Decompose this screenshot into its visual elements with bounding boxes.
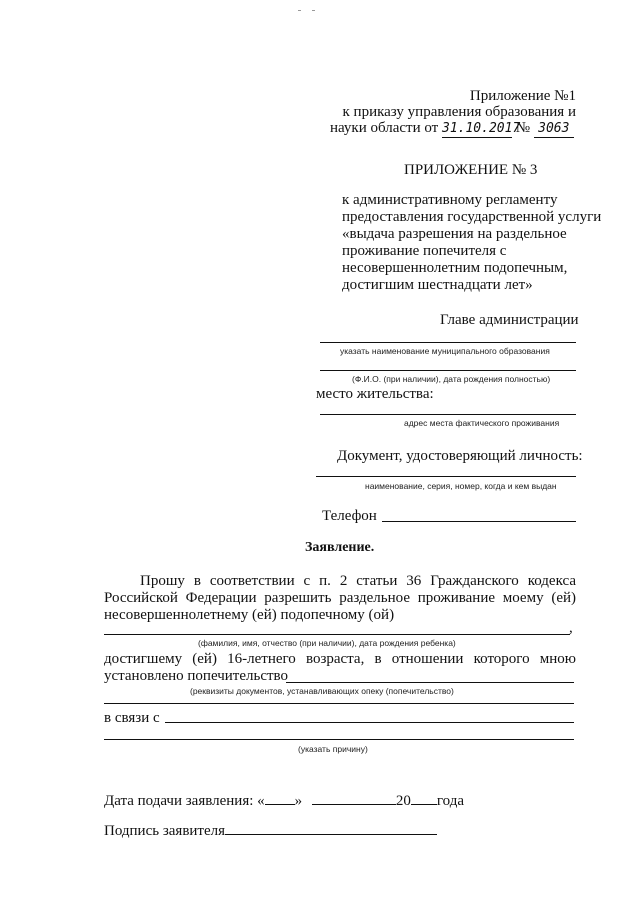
statement-line-3: несовершеннолетнему (ей) подопечному (ой) [104, 607, 395, 623]
address-field-line [320, 414, 576, 415]
appendix-text-line-6: достигшим шестнадцати лет» [342, 277, 533, 293]
handwritten-order-number: 3063 [534, 120, 574, 138]
phone-label: Телефон [322, 508, 377, 524]
attachment-line-3 [330, 120, 574, 138]
handwritten-order-date: 31.10.2017 [442, 121, 521, 136]
submission-day-field [265, 804, 295, 805]
appendix-title: ПРИЛОЖЕНИЕ № 3 [404, 162, 538, 178]
submission-year-prefix: 20 [395, 793, 411, 809]
appendix-text-line-2: предоставления государственной услуги [342, 209, 602, 225]
reason-field-line [165, 722, 574, 723]
appendix-text-line-5: несовершеннолетним подопечным, [342, 260, 568, 276]
submission-year-suffix: года [436, 793, 465, 809]
submission-date-row [104, 793, 464, 810]
child-field-line [104, 634, 570, 635]
hint-id-document: наименование, серия, номер, когда и кем выдан [365, 481, 557, 491]
hint-guardianship: (реквизиты документов, устанавливающих опеку (попечительство) [190, 686, 454, 696]
statement-line-2: Российской Федерации разрешить раздельное проживание моему (ей) [104, 590, 576, 606]
hint-fio: (Ф.И.О. (при наличии), дата рождения полностью) [352, 374, 551, 384]
signature-label: Подпись заявителя [104, 823, 226, 839]
scan-speck [312, 10, 315, 11]
submission-date-label: Дата подачи заявления: « [104, 793, 265, 809]
id-document-label: Документ, удостоверяющий личность: [337, 448, 583, 464]
residence-label: место жительства: [316, 386, 434, 402]
addressee-head: Главе администрации [440, 312, 579, 328]
signature-field [225, 834, 437, 835]
statement-line-5: установлено попечительство [104, 668, 289, 684]
attachment-order-prefix: науки области от [330, 120, 439, 136]
reason-label: в связи с [104, 710, 160, 726]
fio-field-line [320, 370, 576, 371]
submission-month-field [312, 804, 396, 805]
scan-speck [298, 10, 301, 11]
hint-child: (фамилия, имя, отчество (при наличии), дата рождения ребенка) [198, 638, 456, 648]
phone-field-line [382, 521, 576, 522]
id-document-field-line [316, 476, 576, 477]
hint-municipality: указать наименование муниципального образования [340, 346, 550, 356]
hint-address: адрес места фактического проживания [404, 418, 560, 428]
submission-date-quote-close: » [294, 793, 303, 809]
number-sign: № [515, 120, 531, 136]
signature-row [104, 823, 437, 840]
statement-line-1: Прошу в соответствии с п. 2 статьи 36 Гражданского кодекса [140, 573, 576, 589]
child-field-comma: , [569, 620, 573, 636]
municipality-field-line [320, 342, 576, 343]
submission-year-field [411, 804, 437, 805]
guardianship-field-line-2 [104, 703, 574, 704]
appendix-text-line-3: «выдача разрешения на раздельное [342, 226, 567, 242]
appendix-text-line-1: к административному регламенту [342, 192, 558, 208]
attachment-line-2: к приказу управления образования и [342, 104, 576, 120]
reason-field-line-2 [104, 739, 574, 740]
appendix-text-line-4: проживание попечителя с [342, 243, 507, 259]
guardianship-field-line [286, 682, 574, 683]
statement-title: Заявление. [305, 540, 375, 555]
statement-line-4: достигшему (ей) 16-летнего возраста, в отношении которого мною [104, 651, 576, 667]
hint-reason: (указать причину) [298, 744, 368, 754]
attachment-line-1: Приложение №1 [469, 88, 576, 104]
